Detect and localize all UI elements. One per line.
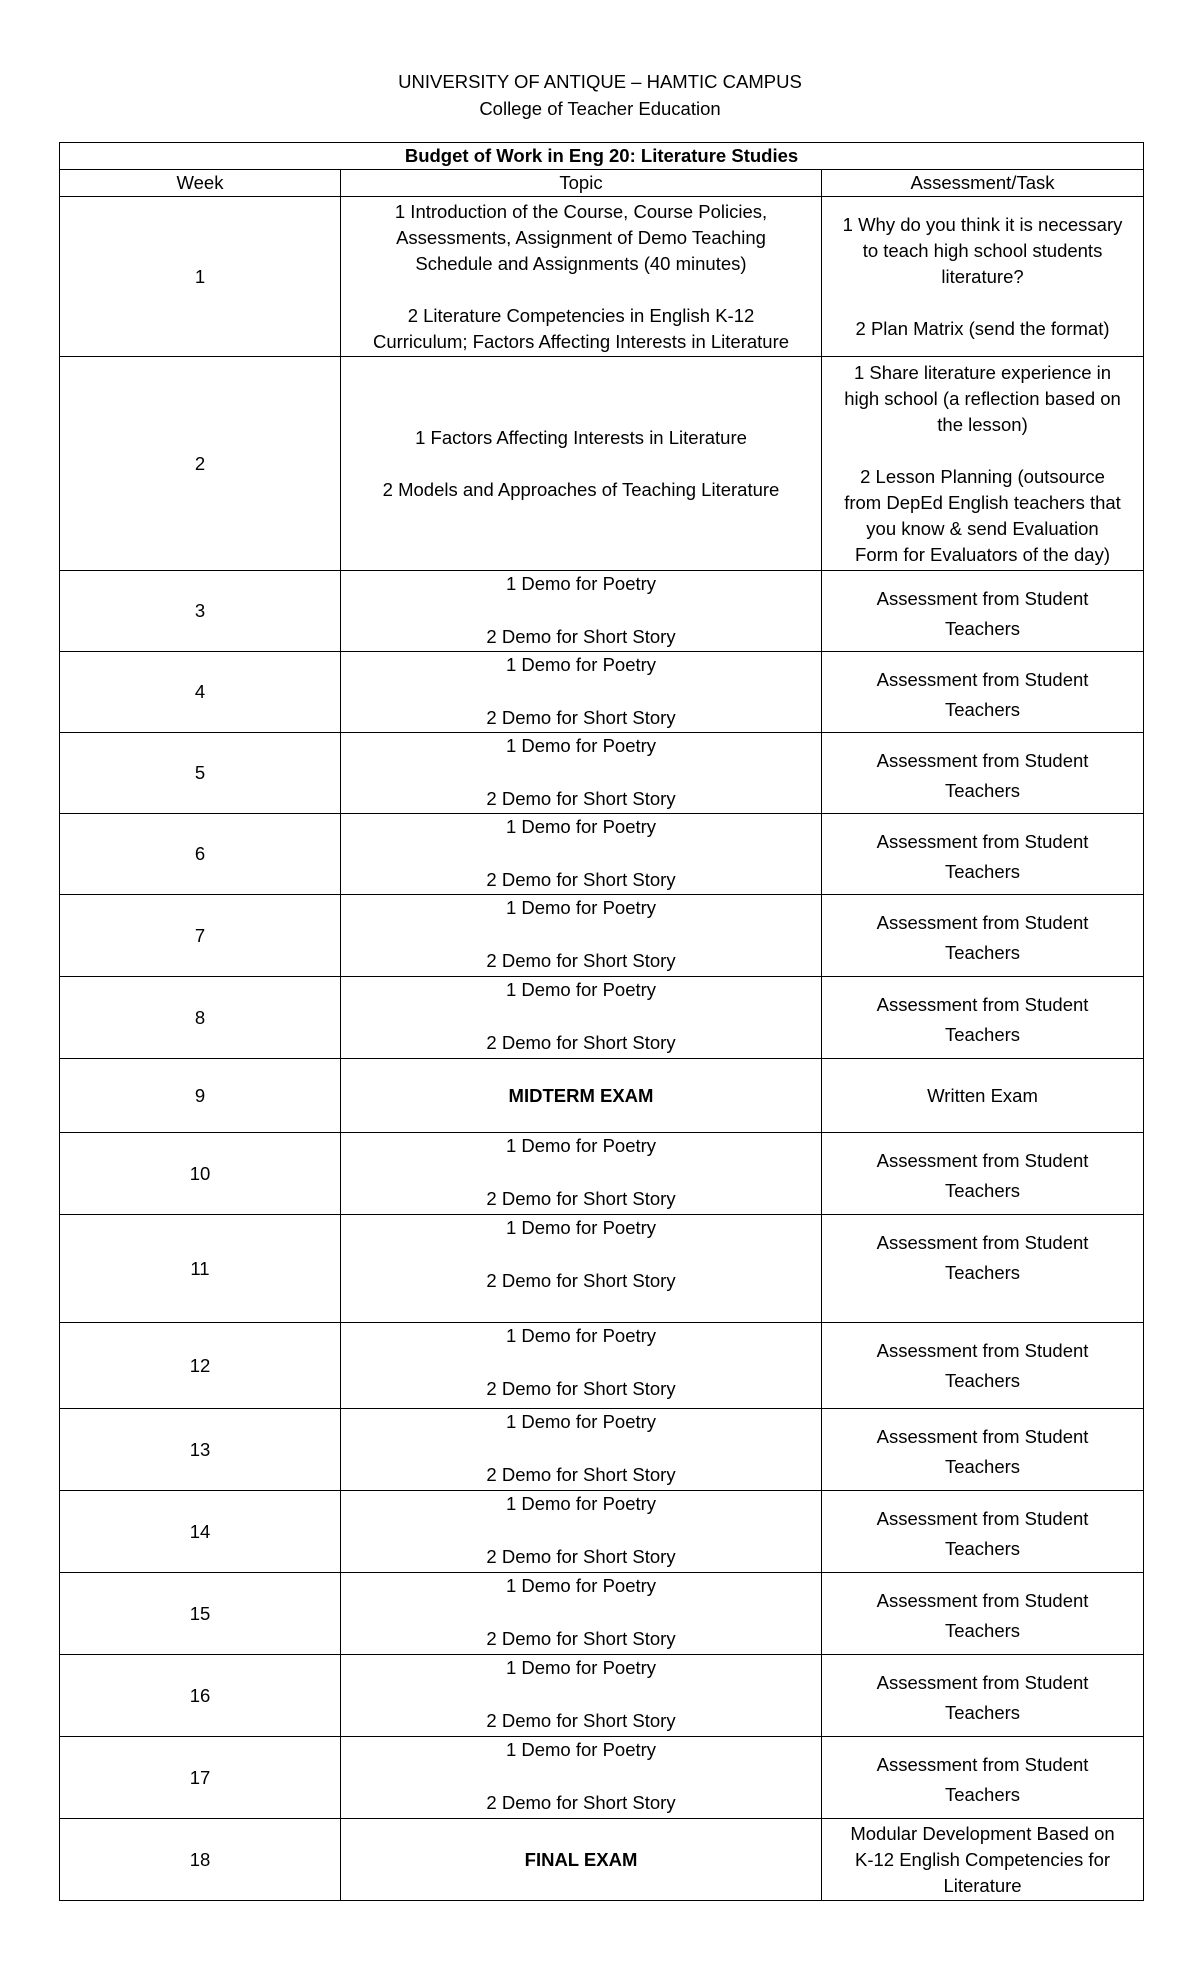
- assessment-cell: [822, 733, 1144, 814]
- column-header-week: Week: [60, 170, 341, 197]
- assessment-cell: [822, 895, 1144, 977]
- week-cell: 4: [60, 652, 341, 733]
- topic-line: 1 Demo for Poetry: [505, 1575, 657, 1596]
- assessment-line: you know & send Evaluation: [866, 517, 1099, 539]
- table-row: [60, 1323, 1144, 1409]
- university-name: UNIVERSITY OF ANTIQUE – HAMTIC CAMPUS: [398, 71, 802, 92]
- budget-of-work-table: [59, 142, 1144, 1901]
- topic-line: 2 Demo for Short Story: [486, 869, 676, 890]
- topic-line: FINAL EXAM: [524, 1848, 638, 1870]
- assessment-line: Teachers: [944, 1262, 1021, 1283]
- assessment-line: Assessment from Student: [876, 1150, 1089, 1171]
- table-row: [60, 1573, 1144, 1655]
- assessment-line: 2 Lesson Planning (outsource: [860, 465, 1105, 487]
- table-row: [60, 571, 1144, 652]
- assessment-line: Teachers: [944, 861, 1021, 882]
- assessment-cell: [822, 1133, 1144, 1215]
- table-row: [60, 1409, 1144, 1491]
- topic-line: 1 Demo for Poetry: [505, 1411, 657, 1432]
- assessment-cell: [822, 977, 1144, 1059]
- table-title: Budget of Work in Eng 20: Literature Studies: [60, 143, 1144, 170]
- topic-cell: [341, 652, 822, 733]
- topic-line: 2 Demo for Short Story: [486, 1710, 676, 1731]
- week-cell: 18: [60, 1819, 341, 1901]
- assessment-line: Assessment from Student: [876, 1426, 1089, 1447]
- assessment-cell: [822, 652, 1144, 733]
- assessment-cell: [822, 197, 1144, 357]
- topic-line: 1 Demo for Poetry: [505, 1217, 657, 1238]
- week-cell: 5: [60, 733, 341, 814]
- topic-cell: [341, 977, 822, 1059]
- table-row: [60, 814, 1144, 895]
- week-cell: 16: [60, 1655, 341, 1737]
- assessment-cell: [822, 1059, 1144, 1133]
- topic-line: 2 Literature Competencies in English K-12: [407, 304, 755, 326]
- topic-cell: [341, 1573, 822, 1655]
- assessment-line: from DepEd English teachers that: [844, 491, 1121, 513]
- week-cell: 10: [60, 1133, 341, 1215]
- assessment-cell: [822, 814, 1144, 895]
- topic-cell: [341, 1215, 822, 1323]
- assessment-line: Teachers: [944, 1538, 1021, 1559]
- assessment-line: Assessment from Student: [876, 750, 1089, 771]
- week-cell: 9: [60, 1059, 341, 1133]
- assessment-cell: [822, 1737, 1144, 1819]
- week-cell: 6: [60, 814, 341, 895]
- week-cell: 15: [60, 1573, 341, 1655]
- week-cell: 17: [60, 1737, 341, 1819]
- topic-line: 2 Demo for Short Story: [486, 1546, 676, 1567]
- table-row: [60, 1737, 1144, 1819]
- topic-line: 1 Factors Affecting Interests in Literature: [415, 426, 747, 448]
- topic-line: 1 Demo for Poetry: [505, 1325, 657, 1346]
- week-cell: 14: [60, 1491, 341, 1573]
- week-cell: 8: [60, 977, 341, 1059]
- assessment-line: 1 Why do you think it is necessary: [842, 213, 1123, 235]
- assessment-line: literature?: [941, 265, 1024, 287]
- assessment-line: Assessment from Student: [876, 1672, 1089, 1693]
- topic-cell: [341, 197, 822, 357]
- assessment-line: Teachers: [944, 1180, 1021, 1201]
- assessment-line: Teachers: [944, 1024, 1021, 1045]
- topic-cell: [341, 1133, 822, 1215]
- assessment-line: high school (a reflection based on: [844, 387, 1121, 409]
- week-cell: 13: [60, 1409, 341, 1491]
- table-row: [60, 1133, 1144, 1215]
- assessment-line: the lesson): [937, 413, 1028, 435]
- assessment-cell: [822, 357, 1144, 571]
- assessment-line: Teachers: [944, 618, 1021, 639]
- assessment-line: 1 Share literature experience in: [853, 361, 1112, 383]
- assessment-cell: [822, 571, 1144, 652]
- topic-line: 1 Demo for Poetry: [505, 735, 657, 756]
- topic-cell: [341, 1819, 822, 1901]
- topic-line: 2 Demo for Short Story: [486, 1032, 676, 1053]
- week-cell: 11: [60, 1215, 341, 1323]
- topic-cell: [341, 1323, 822, 1409]
- topic-line: 1 Demo for Poetry: [505, 1493, 657, 1514]
- assessment-line: Assessment from Student: [876, 912, 1089, 933]
- topic-cell: [341, 1737, 822, 1819]
- assessment-line: Assessment from Student: [876, 1590, 1089, 1611]
- topic-line: 1 Demo for Poetry: [505, 1739, 657, 1760]
- week-cell: 2: [60, 357, 341, 571]
- table-row: [60, 895, 1144, 977]
- topic-line: 1 Introduction of the Course, Course Policies,: [394, 200, 768, 222]
- assessment-line: Assessment from Student: [876, 831, 1089, 852]
- assessment-line: Literature: [943, 1874, 1022, 1896]
- topic-cell: [341, 571, 822, 652]
- topic-line: MIDTERM EXAM: [508, 1084, 654, 1106]
- assessment-cell: [822, 1491, 1144, 1573]
- column-header-topic: Topic: [341, 170, 822, 197]
- assessment-line: Assessment from Student: [876, 669, 1089, 690]
- assessment-cell: [822, 1573, 1144, 1655]
- topic-line: 2 Demo for Short Story: [486, 1270, 676, 1291]
- assessment-cell: [822, 1323, 1144, 1409]
- topic-cell: [341, 357, 822, 571]
- topic-line: 2 Demo for Short Story: [486, 1188, 676, 1209]
- table-row: [60, 1059, 1144, 1133]
- assessment-line: 2 Plan Matrix (send the format): [855, 317, 1110, 339]
- assessment-line: Teachers: [944, 1456, 1021, 1477]
- assessment-line: Teachers: [944, 699, 1021, 720]
- topic-line: 1 Demo for Poetry: [505, 1135, 657, 1156]
- assessment-line: Written Exam: [927, 1084, 1038, 1106]
- assessment-line: Teachers: [944, 1702, 1021, 1723]
- table-row: [60, 733, 1144, 814]
- table-row: [60, 357, 1144, 571]
- topic-cell: [341, 1059, 822, 1133]
- topic-cell: [341, 814, 822, 895]
- topic-line: 2 Demo for Short Story: [486, 1792, 676, 1813]
- table-row: [60, 1819, 1144, 1901]
- topic-line: 2 Demo for Short Story: [486, 1628, 676, 1649]
- assessment-cell: [822, 1819, 1144, 1901]
- assessment-line: Teachers: [944, 780, 1021, 801]
- assessment-line: to teach high school students: [862, 239, 1103, 261]
- assessment-line: Assessment from Student: [876, 1508, 1089, 1529]
- week-cell: 1: [60, 197, 341, 357]
- topic-line: 1 Demo for Poetry: [505, 654, 657, 675]
- topic-cell: [341, 1655, 822, 1737]
- topic-line: Assessments, Assignment of Demo Teaching: [396, 226, 766, 248]
- assessment-line: Assessment from Student: [876, 1754, 1089, 1775]
- topic-line: 2 Models and Approaches of Teaching Literature: [382, 478, 780, 500]
- week-cell: 3: [60, 571, 341, 652]
- topic-line: Curriculum; Factors Affecting Interests in Literature: [372, 330, 790, 352]
- topic-line: 2 Demo for Short Story: [486, 1464, 676, 1485]
- assessment-line: Teachers: [944, 1784, 1021, 1805]
- topic-cell: [341, 895, 822, 977]
- assessment-cell: [822, 1655, 1144, 1737]
- assessment-line: Teachers: [944, 1620, 1021, 1641]
- assessment-line: Modular Development Based on: [850, 1822, 1115, 1844]
- table-row: [60, 652, 1144, 733]
- assessment-line: Form for Evaluators of the day): [855, 543, 1111, 565]
- topic-line: 2 Demo for Short Story: [486, 707, 676, 728]
- assessment-cell: [822, 1409, 1144, 1491]
- topic-line: Schedule and Assignments (40 minutes): [415, 252, 747, 274]
- column-header-assessment-task: Assessment/Task: [822, 170, 1144, 197]
- table-row: [60, 197, 1144, 357]
- assessment-line: Assessment from Student: [876, 1340, 1089, 1361]
- topic-line: 1 Demo for Poetry: [505, 1657, 657, 1678]
- college-name: College of Teacher Education: [479, 98, 721, 119]
- assessment-line: Assessment from Student: [876, 588, 1089, 609]
- topic-line: 1 Demo for Poetry: [505, 573, 657, 594]
- assessment-line: K-12 English Competencies for: [855, 1848, 1111, 1870]
- topic-line: 2 Demo for Short Story: [486, 950, 676, 971]
- table-row: [60, 1215, 1144, 1323]
- topic-line: 1 Demo for Poetry: [505, 979, 657, 1000]
- assessment-line: Assessment from Student: [876, 1232, 1089, 1253]
- topic-cell: [341, 1491, 822, 1573]
- assessment-line: Assessment from Student: [876, 994, 1089, 1015]
- assessment-line: Teachers: [944, 942, 1021, 963]
- table-row: [60, 1655, 1144, 1737]
- topic-line: 1 Demo for Poetry: [505, 897, 657, 918]
- assessment-cell: [822, 1215, 1144, 1323]
- table-row: [60, 977, 1144, 1059]
- topic-cell: [341, 733, 822, 814]
- topic-line: 2 Demo for Short Story: [486, 626, 676, 647]
- topic-cell: [341, 1409, 822, 1491]
- topic-line: 1 Demo for Poetry: [505, 816, 657, 837]
- assessment-line: Teachers: [944, 1370, 1021, 1391]
- table-row: [60, 1491, 1144, 1573]
- topic-line: 2 Demo for Short Story: [486, 1378, 676, 1399]
- week-cell: 7: [60, 895, 341, 977]
- topic-line: 2 Demo for Short Story: [486, 788, 676, 809]
- week-cell: 12: [60, 1323, 341, 1409]
